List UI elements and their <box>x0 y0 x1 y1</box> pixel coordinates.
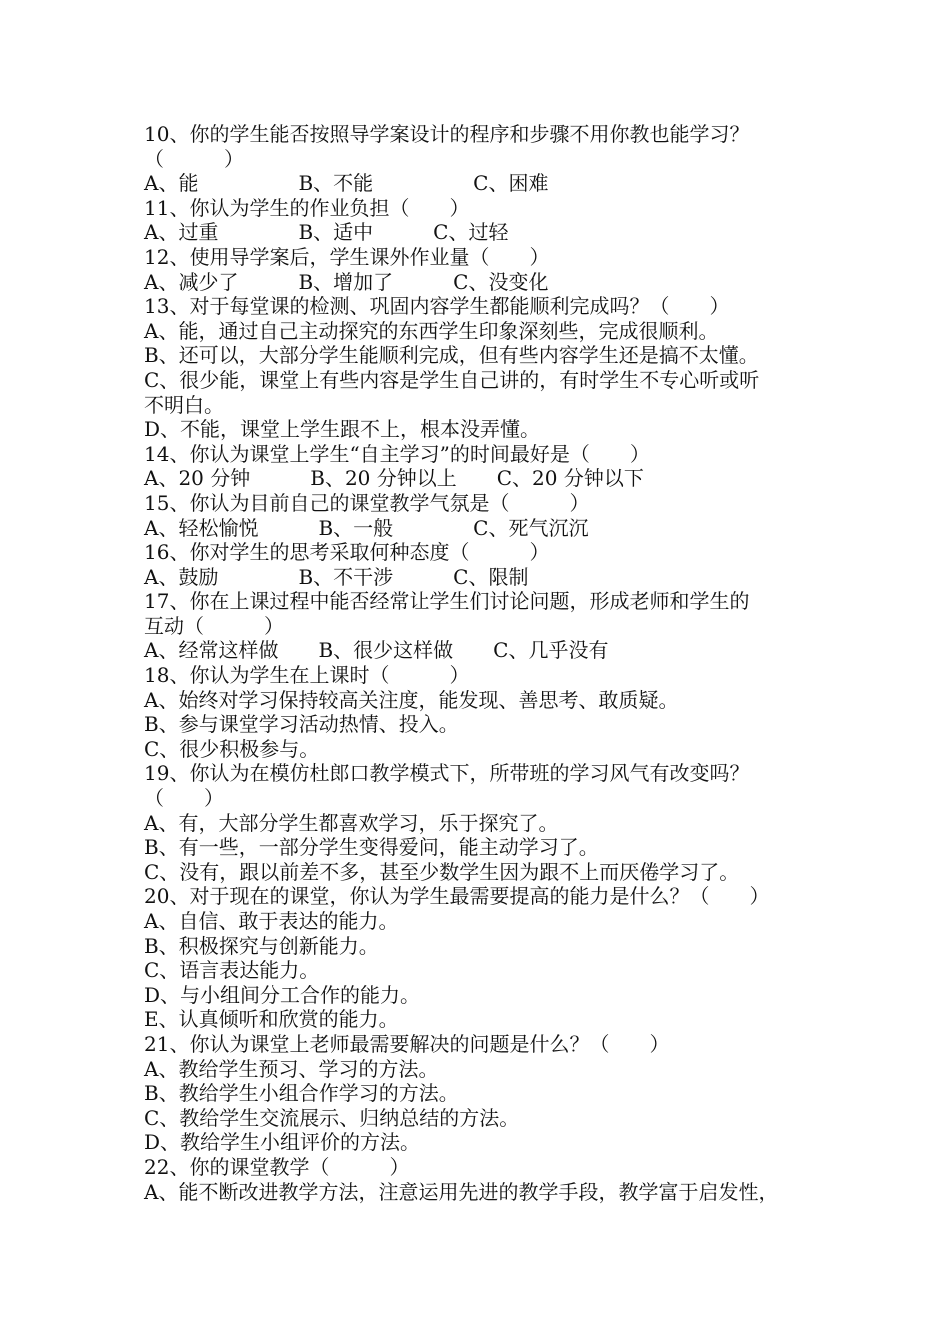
option-line: C、很少能，课堂上有些内容是学生自己讲的，有时学生不专心听或听 <box>144 367 760 392</box>
options-row: A、轻松愉悦 B、一般 C、死气沉沉 <box>144 515 589 540</box>
option-line: B、还可以，大部分学生能顺利完成，但有些内容学生还是搞不太懂。 <box>144 343 759 368</box>
option-line: E、认真倾听和欣赏的能力。 <box>144 1007 399 1032</box>
options-row: A、过重 B、适中 C、过轻 <box>144 220 509 245</box>
option-line: D、教给学生小组评价的方法。 <box>144 1130 421 1155</box>
question-16: 16、你对学生的思考采取何种态度（ ） <box>144 540 550 565</box>
option-line: A、自信、敢于表达的能力。 <box>144 909 399 933</box>
question-19: 19、你认为在模仿杜郎口教学模式下，所带班的学习风气有改变吗？ <box>144 761 750 786</box>
answer-blank: （ ） <box>144 786 224 811</box>
question-14: 14、你认为课堂上学生“自主学习”的时间最好是（ ） <box>144 441 650 466</box>
survey-questions <box>144 122 824 1204</box>
options-row: A、能 B、不能 C、困难 <box>144 171 549 196</box>
option-line: C、语言表达能力。 <box>144 958 320 983</box>
option-line: C、很少积极参与。 <box>144 736 320 761</box>
question-11: 11、你认为学生的作业负担（ ） <box>144 195 470 220</box>
option-line: A、能不断改进教学方法，注意运用先进的教学手段，教学富于启发性， <box>144 1179 779 1204</box>
option-line: C、没有，跟以前差不多，甚至少数学生因为跟不上而厌倦学习了。 <box>144 859 740 884</box>
question-10: 10、你的学生能否按照导学案设计的程序和步骤不用你教也能学习？ <box>144 122 750 146</box>
question-15: 15、你认为目前自己的课堂教学气氛是（ ） <box>144 490 590 515</box>
options-row: A、减少了 B、增加了 C、没变化 <box>144 269 549 294</box>
question-12: 12、使用导学案后，学生课外作业量（ ） <box>144 244 550 269</box>
options-row: A、20 分钟 B、20 分钟以上 C、20 分钟以下 <box>144 466 644 491</box>
answer-blank: （ ） <box>144 146 244 171</box>
question-20: 20、对于现在的课堂，你认为学生最需要提高的能力是什么？（ ） <box>144 884 770 909</box>
question-21: 21、你认为课堂上老师最需要解决的问题是什么？（ ） <box>144 1031 670 1056</box>
options-row: A、鼓励 B、不干涉 C、限制 <box>144 564 529 589</box>
option-line: D、与小组间分工合作的能力。 <box>144 982 421 1007</box>
option-line-continued: 不明白。 <box>144 392 224 417</box>
question-17-continued: 互动（ ） <box>144 613 284 638</box>
option-line: D、不能，课堂上学生跟不上，根本没弄懂。 <box>144 417 541 442</box>
option-line: A、始终对学习保持较高关注度，能发现、善思考、敢质疑。 <box>144 687 679 712</box>
option-line: B、积极探究与创新能力。 <box>144 933 379 958</box>
question-18: 18、你认为学生在上课时（ ） <box>144 663 470 688</box>
options-row: A、经常这样做 B、很少这样做 C、几乎没有 <box>144 638 609 663</box>
question-13: 13、对于每堂课的检测、巩固内容学生都能顺利完成吗？（ ） <box>144 294 730 319</box>
option-line: A、有，大部分学生都喜欢学习，乐于探究了。 <box>144 810 559 835</box>
question-22: 22、你的课堂教学（ ） <box>144 1154 410 1179</box>
option-line: B、有一些，一部分学生变得爱问，能主动学习了。 <box>144 835 599 860</box>
option-line: B、教给学生小组合作学习的方法。 <box>144 1081 459 1106</box>
option-line: B、参与课堂学习活动热情、投入。 <box>144 712 459 737</box>
option-line: A、能，通过自己主动探究的东西学生印象深刻些，完成很顺利。 <box>144 318 719 343</box>
option-line: C、教给学生交流展示、归纳总结的方法。 <box>144 1105 520 1130</box>
question-17: 17、你在上课过程中能否经常让学生们讨论问题，形成老师和学生的 <box>144 589 750 614</box>
option-line: A、教给学生预习、学习的方法。 <box>144 1056 439 1081</box>
